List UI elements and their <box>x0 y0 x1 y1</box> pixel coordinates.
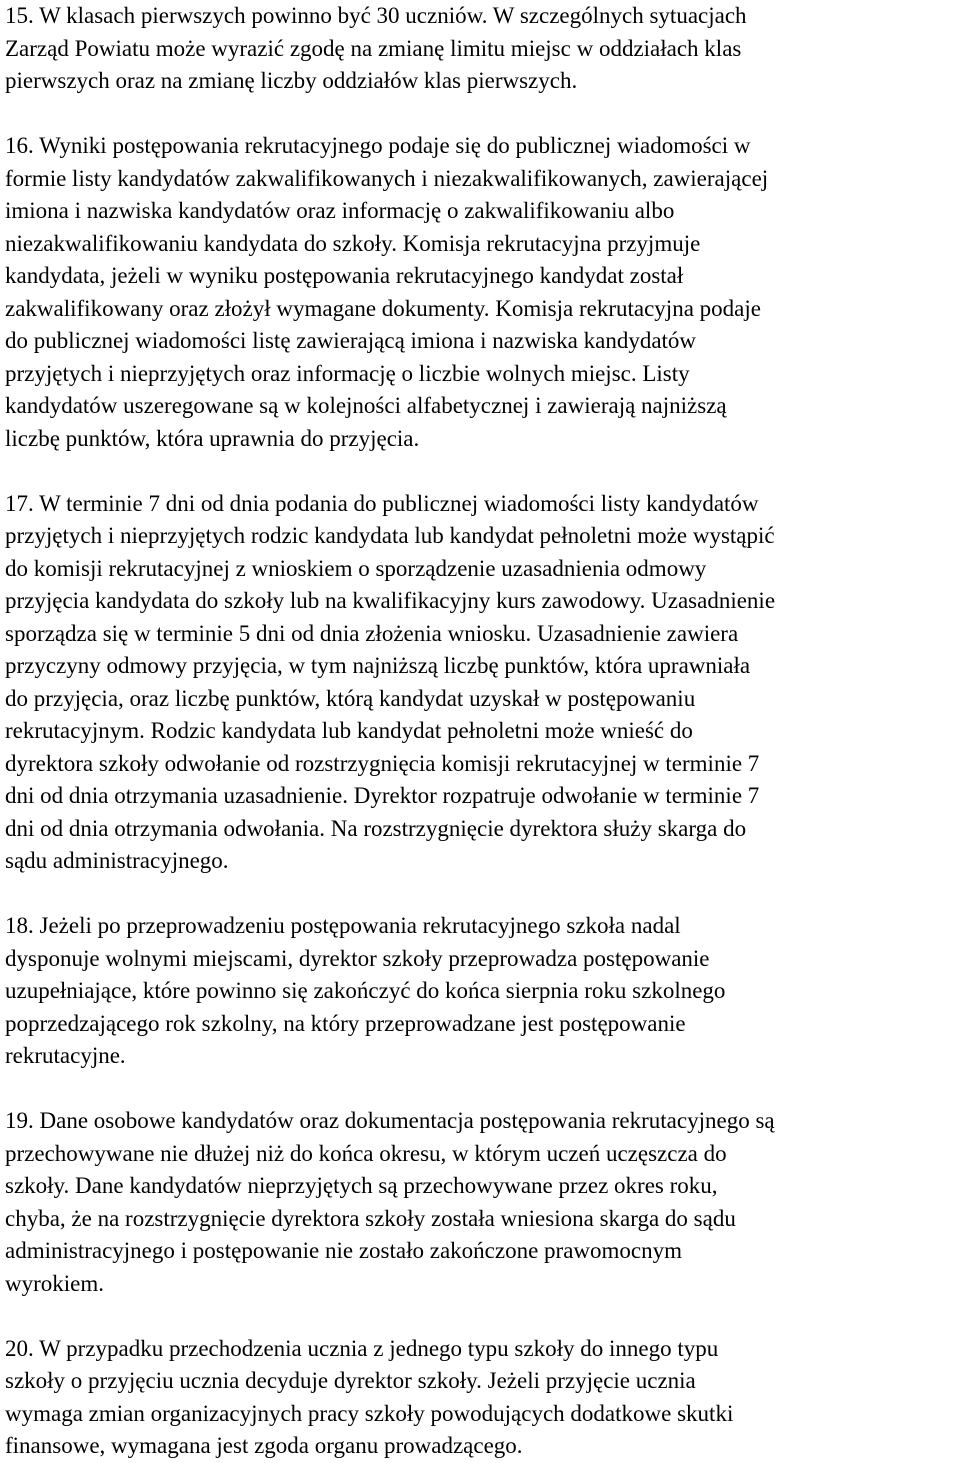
paragraph-spacer <box>5 1073 957 1106</box>
text-line: dyrektora szkoły odwołanie od rozstrzygnięcia komisji rekrutacyjnej w terminie 7 <box>5 750 760 776</box>
paragraph <box>5 0 957 98</box>
text-line: zakwalifikowany oraz złożył wymagane dokumenty. Komisja rekrutacyjna podaje <box>5 295 761 321</box>
document-body <box>5 0 957 1463</box>
text-line: szkoły. Dane kandydatów nieprzyjętych są przechowywane przez okres roku, <box>5 1173 718 1198</box>
text-line: dni od dnia otrzymania uzasadnienie. Dyrektor rozpatruje odwołanie w terminie 7 <box>5 783 760 808</box>
text-line: niezakwalifikowaniu kandydata do szkoły. Komisja rekrutacyjna przyjmuje <box>5 230 701 256</box>
paragraph <box>5 1105 957 1300</box>
text-line: 19. Dane osobowe kandydatów oraz dokumentacja postępowania rekrutacyjnego są <box>5 1108 775 1133</box>
text-line: formie listy kandydatów zakwalifikowanych i niezakwalifikowanych, zawierającej <box>5 165 769 191</box>
paragraph <box>5 130 957 455</box>
text-line: rekrutacyjnym. Rodzic kandydata lub kandydat pełnoletni może wnieść do <box>5 718 693 743</box>
text-line: 17. W terminie 7 dni od dnia podania do publicznej wiadomości listy kandydatów <box>5 490 759 516</box>
paragraph <box>5 1333 957 1463</box>
text-line: wyrokiem. <box>5 1270 105 1296</box>
text-line: kandydata, jeżeli w wyniku postępowania rekrutacyjnego kandydat został <box>5 263 684 288</box>
paragraph-spacer <box>5 1300 957 1333</box>
text-line: Zarząd Powiatu może wyrazić zgodę na zmianę limitu miejsc w oddziałach klas <box>5 35 742 61</box>
text-line: poprzedzającego rok szkolny, na który przeprowadzane jest postępowanie <box>5 1010 686 1036</box>
paragraph-spacer <box>5 455 957 488</box>
text-line: do komisji rekrutacyjnej z wnioskiem o sporządzenie uzasadnienia odmowy <box>5 555 707 581</box>
text-line: imiona i nazwiska kandydatów oraz informację o zakwalifikowaniu albo <box>5 198 675 223</box>
text-line: 15. W klasach pierwszych powinno być 30 uczniów. W szczególnych sytuacjach <box>5 3 747 28</box>
text-line: do publicznej wiadomości listę zawierającą imiona i nazwiska kandydatów <box>5 328 697 353</box>
text-line: rekrutacyjne. <box>5 1043 126 1068</box>
text-line: szkoły o przyjęciu ucznia decyduje dyrektor szkoły. Jeżeli przyjęcie ucznia <box>5 1368 696 1393</box>
text-line: sądu administracyjnego. <box>5 848 229 873</box>
text-line: przechowywane nie dłużej niż do końca okresu, w którym uczeń uczęszcza do <box>5 1140 727 1166</box>
text-line: 18. Jeżeli po przeprowadzeniu postępowania rekrutacyjnego szkoła nadal <box>5 913 681 938</box>
text-line: wymaga zmian organizacyjnych pracy szkoły powodujących dodatkowe skutki <box>5 1400 734 1426</box>
text-line: dysponuje wolnymi miejscami, dyrektor szkoły przeprowadza postępowanie <box>5 945 710 971</box>
text-line: przyjętych i nieprzyjętych oraz informację o liczbie wolnych miejsc. Listy <box>5 360 690 386</box>
text-line: dni od dnia otrzymania odwołania. Na rozstrzygnięcie dyrektora służy skarga do <box>5 815 747 841</box>
text-line: 16. Wyniki postępowania rekrutacyjnego podaje się do publicznej wiadomości w <box>5 133 751 158</box>
text-line: kandydatów uszeregowane są w kolejności alfabetycznej i zawierają najniższą <box>5 393 727 418</box>
text-line: sporządza się w terminie 5 dni od dnia złożenia wniosku. Uzasadnienie zawiera <box>5 620 739 646</box>
text-line: administracyjnego i postępowanie nie zostało zakończone prawomocnym <box>5 1238 683 1263</box>
text-line: uzupełniające, które powinno się zakończyć do końca sierpnia roku szkolnego <box>5 978 726 1003</box>
paragraph-spacer <box>5 878 957 911</box>
text-line: liczbę punktów, która uprawnia do przyjęcia. <box>5 425 420 451</box>
text-line: przyczyny odmowy przyjęcia, w tym najniższą liczbę punktów, która uprawniała <box>5 653 751 678</box>
text-line: do przyjęcia, oraz liczbę punktów, którą kandydat uzyskał w postępowaniu <box>5 685 696 711</box>
text-line: finansowe, wymagana jest zgoda organu prowadzącego. <box>5 1433 523 1458</box>
text-line: przyjęcia kandydata do szkoły lub na kwalifikacyjny kurs zawodowy. Uzasadnienie <box>5 588 776 613</box>
text-line: chyba, że na rozstrzygnięcie dyrektora szkoły została wniesiona skarga do sądu <box>5 1205 736 1231</box>
text-line: 20. W przypadku przechodzenia ucznia z jednego typu szkoły do innego typu <box>5 1335 719 1361</box>
paragraph <box>5 910 957 1073</box>
paragraph-spacer <box>5 98 957 131</box>
text-line: pierwszych oraz na zmianę liczby oddziałów klas pierwszych. <box>5 68 578 93</box>
paragraph <box>5 488 957 878</box>
text-line: przyjętych i nieprzyjętych rodzic kandydata lub kandydat pełnoletni może wystąpić <box>5 523 775 548</box>
